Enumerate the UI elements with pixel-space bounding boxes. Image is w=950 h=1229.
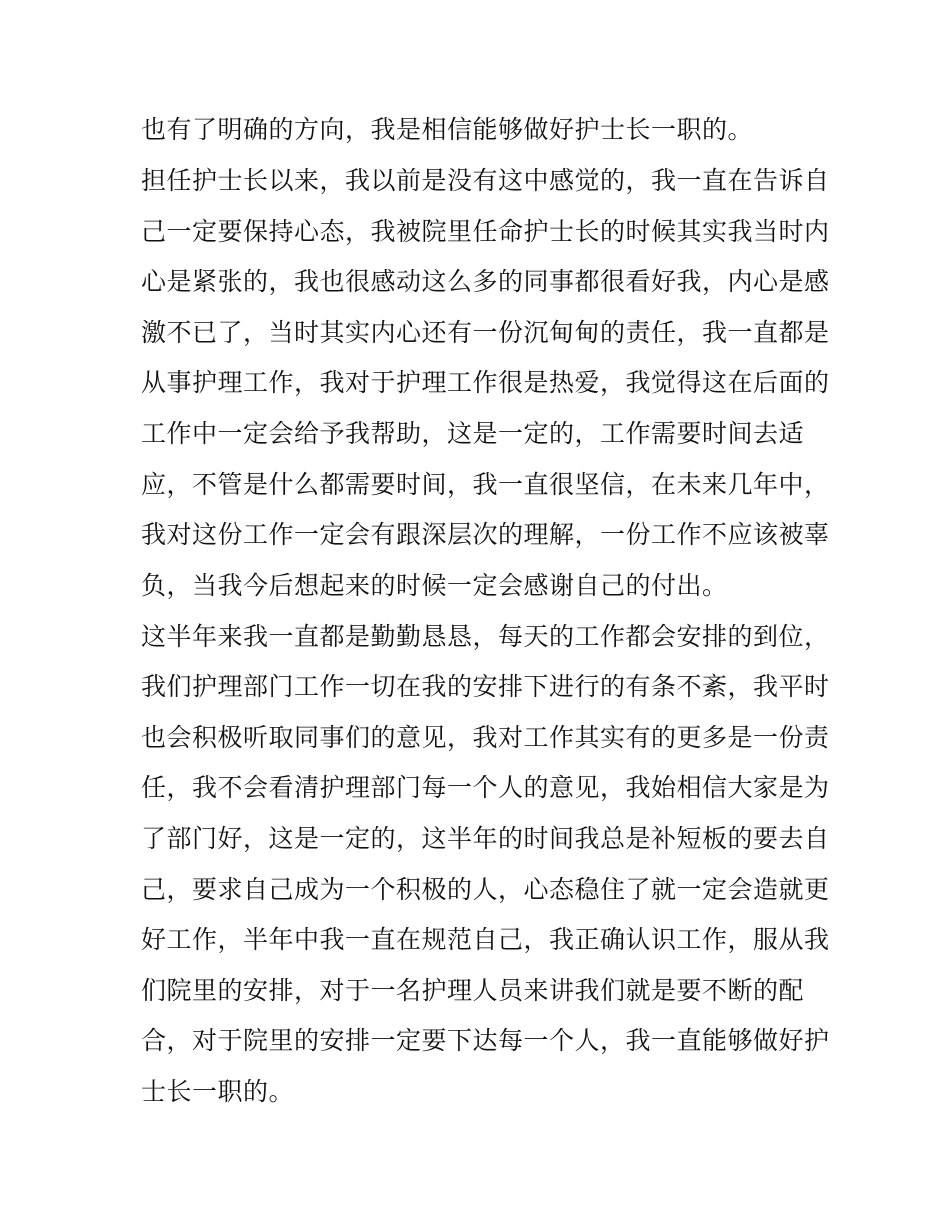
text-line: 们院里的安排，对于一名护理人员来讲我们就是要不断的配 [141, 976, 805, 1005]
text-line: 我们护理部门工作一切在我的安排下进行的有条不紊，我平时 [141, 672, 830, 701]
text-line: 好工作，半年中我一直在规范自己，我正确认识工作，服从我 [141, 925, 830, 954]
text-line: 负，当我今后想起来的时候一定会感谢自己的付出。 [141, 571, 728, 600]
text-line: 从事护理工作，我对于护理工作很是热爱，我觉得这在后面的 [141, 368, 830, 397]
text-line: 合，对于院里的安排一定要下达每一个人，我一直能够做好护 [141, 1026, 830, 1055]
text-line: 士长一职的。 [141, 1077, 295, 1106]
text-line: 心是紧张的，我也很感动这么多的同事都很看好我，内心是感 [141, 267, 830, 296]
text-line: 了部门好，这是一定的，这半年的时间我总是补短板的要去自 [141, 824, 830, 853]
text-line: 己，要求自己成为一个积极的人，心态稳住了就一定会造就更 [141, 875, 830, 904]
text-line: 己一定要保持心态，我被院里任命护士长的时候其实我当时内 [141, 217, 830, 246]
text-line: 也会积极听取同事们的意见，我对工作其实有的更多是一份责 [141, 723, 830, 752]
text-line: 激不已了，当时其实内心还有一份沉甸甸的责任，我一直都是 [141, 318, 830, 347]
text-line: 担任护士长以来，我以前是没有这中感觉的，我一直在告诉自 [141, 166, 830, 195]
text-line: 我对这份工作一定会有跟深层次的理解，一份工作不应该被辜 [141, 520, 830, 549]
text-line: 任，我不会看清护理部门每一个人的意见，我始相信大家是为 [141, 773, 830, 802]
text-line: 工作中一定会给予我帮助，这是一定的，工作需要时间去适 [141, 419, 805, 448]
text-line: 应，不管是什么都需要时间，我一直很坚信，在未来几年中， [141, 470, 830, 499]
text-line: 也有了明确的方向，我是相信能够做好护士长一职的。 [141, 115, 754, 144]
text-line: 这半年来我一直都是勤勤恳恳，每天的工作都会安排的到位， [141, 622, 830, 651]
